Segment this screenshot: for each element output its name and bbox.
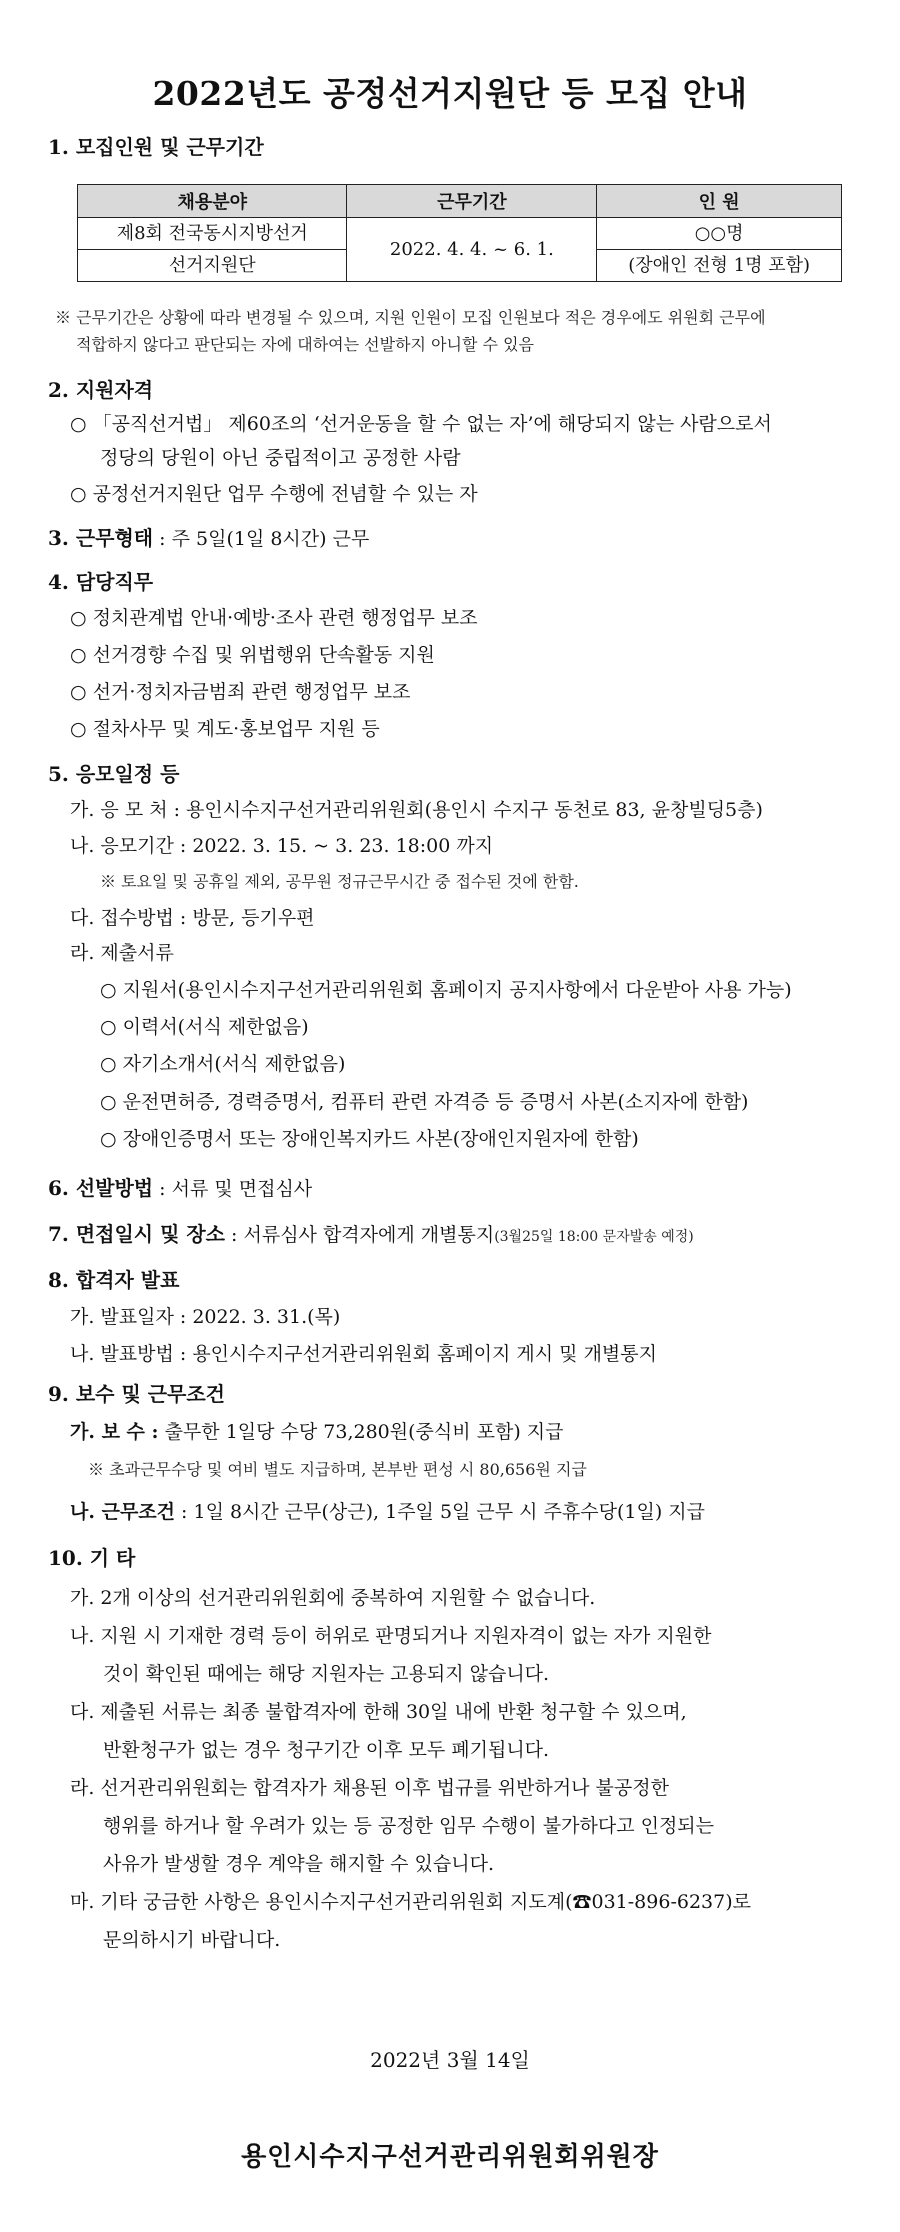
section-3-text: : 주 5일(1일 8시간) 근무 [153, 528, 370, 550]
section-1-heading: 1. 모집인원 및 근무기간 [48, 135, 264, 159]
misc-line: 것이 확인된 때에는 해당 지원자는 고용되지 않습니다. [103, 1663, 550, 1685]
table-header-period: 근무기간 [347, 185, 597, 218]
section-6-text: : 서류 및 면접심사 [153, 1178, 313, 1200]
misc-line: 문의하시기 바랍니다. [103, 1929, 281, 1951]
pay-note: ※ 초과근무수당 및 여비 별도 지급하며, 본부반 편성 시 80,656원 지급 [88, 1460, 587, 1479]
section-7-small-note: (3월25일 18:00 문자발송 예정) [494, 1229, 694, 1245]
table-cell-field-1: 제8회 전국동시지방선거 [78, 218, 347, 250]
section-6 [48, 1176, 312, 1201]
table-cell-field-2: 선거지원단 [78, 250, 347, 282]
section-3 [48, 526, 369, 551]
table-cell-period: 2022. 4. 4. ~ 6. 1. [347, 218, 597, 282]
condition-line [70, 1500, 705, 1524]
section-10-heading: 10. 기 타 [48, 1546, 136, 1570]
document-item: ○ 운전면허증, 경력증명서, 컴퓨터 관련 자격증 등 증명서 사본(소지자에 한함) [100, 1091, 749, 1113]
condition-text: : 1일 8시간 근무(상근), 1주일 5일 근무 시 주휴수당(1일) 지급 [175, 1501, 706, 1523]
section-1-note-2: 적합하지 않다고 판단되는 자에 대하여는 선발하지 아니할 수 있음 [76, 335, 535, 354]
section-1-note-1: ※ 근무기간은 상황에 따라 변경될 수 있으며, 지원 인원이 모집 인원보다 적은 경우에도 위원회 근무에 [55, 308, 766, 327]
misc-line: 반환청구가 없는 경우 청구기간 이후 모두 폐기됩니다. [103, 1739, 550, 1761]
section-9-heading: 9. 보수 및 근무조건 [48, 1382, 226, 1406]
document-date: 2022년 3월 14일 [370, 2048, 530, 2072]
table-header-count: 인 원 [597, 185, 842, 218]
announcement-date: 가. 발표일자 : 2022. 3. 31.(목) [70, 1306, 341, 1328]
announcement-method: 나. 발표방법 : 용인시수지구선거관리위원회 홈페이지 게시 및 개별통지 [70, 1343, 657, 1365]
qualification-item-1-cont: 정당의 당원이 아닌 중립적이고 공정한 사람 [100, 447, 461, 469]
document-item: ○ 지원서(용인시수지구선거관리위원회 홈페이지 공지사항에서 다운받아 사용 가능) [100, 979, 792, 1001]
qualification-item-1: ○ 「공직선거법」 제60조의 ‘선거운동을 할 수 없는 자’에 해당되지 않는 사람으로서 [70, 413, 772, 435]
qualification-item-2: ○ 공정선거지원단 업무 수행에 전념할 수 있는 자 [70, 483, 478, 505]
duty-item: ○ 선거경향 수집 및 위법행위 단속활동 지원 [70, 644, 435, 666]
misc-line: 마. 기타 궁금한 사항은 용인시수지구선거관리위원회 지도계(☎031-896-6237)로 [70, 1891, 751, 1913]
pay-line [70, 1420, 564, 1444]
table-cell-count-1: ○○명 [597, 218, 842, 250]
application-period: 나. 응모기간 : 2022. 3. 15. ~ 3. 23. 18:00 까지 [70, 835, 494, 857]
misc-line: 다. 제출된 서류는 최종 불합격자에 한해 30일 내에 반환 청구할 수 있으며, [70, 1701, 687, 1723]
section-8-heading: 8. 합격자 발표 [48, 1268, 180, 1292]
document-item: ○ 자기소개서(서식 제한없음) [100, 1053, 346, 1075]
documents-heading: 라. 제출서류 [70, 942, 174, 964]
section-6-label: 6. 선발방법 [48, 1176, 154, 1200]
section-5-heading: 5. 응모일정 등 [48, 762, 180, 786]
section-7-label: 7. 면접일시 및 장소 [48, 1222, 226, 1246]
section-7 [48, 1222, 694, 1249]
misc-line: 나. 지원 시 기재한 경력 등이 허위로 판명되거나 지원자격이 없는 자가 지원한 [70, 1625, 712, 1647]
section-4-heading: 4. 담당직무 [48, 570, 154, 594]
misc-line: 라. 선거관리위원회는 합격자가 채용된 이후 법규를 위반하거나 불공정한 [70, 1777, 669, 1799]
recruitment-table [77, 184, 842, 282]
document-title: 2022년도 공정선거지원단 등 모집 안내 [152, 74, 748, 113]
section-7-text: : 서류심사 합격자에게 개별통지 [225, 1224, 495, 1246]
application-place: 가. 응 모 처 : 용인시수지구선거관리위원회(용인시 수지구 동천로 83, 윤창빌딩5층) [70, 799, 763, 821]
application-period-note: ※ 토요일 및 공휴일 제외, 공무원 정규근무시간 중 접수된 것에 한함. [100, 872, 579, 891]
duty-item: ○ 선거·정치자금범죄 관련 행정업무 보조 [70, 681, 411, 703]
pay-label: 가. 보 수 : [70, 1421, 159, 1443]
pay-text: 출무한 1일당 수당 73,280원(중식비 포함) 지급 [158, 1421, 564, 1443]
document-item: ○ 장애인증명서 또는 장애인복지카드 사본(장애인지원자에 한함) [100, 1128, 639, 1150]
table-header-field: 채용분야 [78, 185, 347, 218]
section-2-heading: 2. 지원자격 [48, 378, 154, 402]
duty-item: ○ 절차사무 및 계도·홍보업무 지원 등 [70, 718, 380, 740]
section-3-label: 3. 근무형태 [48, 526, 154, 550]
document-item: ○ 이력서(서식 제한없음) [100, 1016, 309, 1038]
misc-line: 행위를 하거나 할 우려가 있는 등 공정한 임무 수행이 불가하다고 인정되는 [103, 1815, 715, 1837]
application-method: 다. 접수방법 : 방문, 등기우편 [70, 907, 315, 929]
condition-label: 나. 근무조건 [70, 1501, 175, 1523]
table-cell-count-2: (장애인 전형 1명 포함) [597, 250, 842, 282]
misc-line: 사유가 발생할 경우 계약을 해지할 수 있습니다. [103, 1853, 495, 1875]
misc-line: 가. 2개 이상의 선거관리위원회에 중복하여 지원할 수 없습니다. [70, 1587, 596, 1609]
duty-item: ○ 정치관계법 안내·예방·조사 관련 행정업무 보조 [70, 607, 478, 629]
issuer-signature: 용인시수지구선거관리위원회위원장 [241, 2142, 659, 2172]
